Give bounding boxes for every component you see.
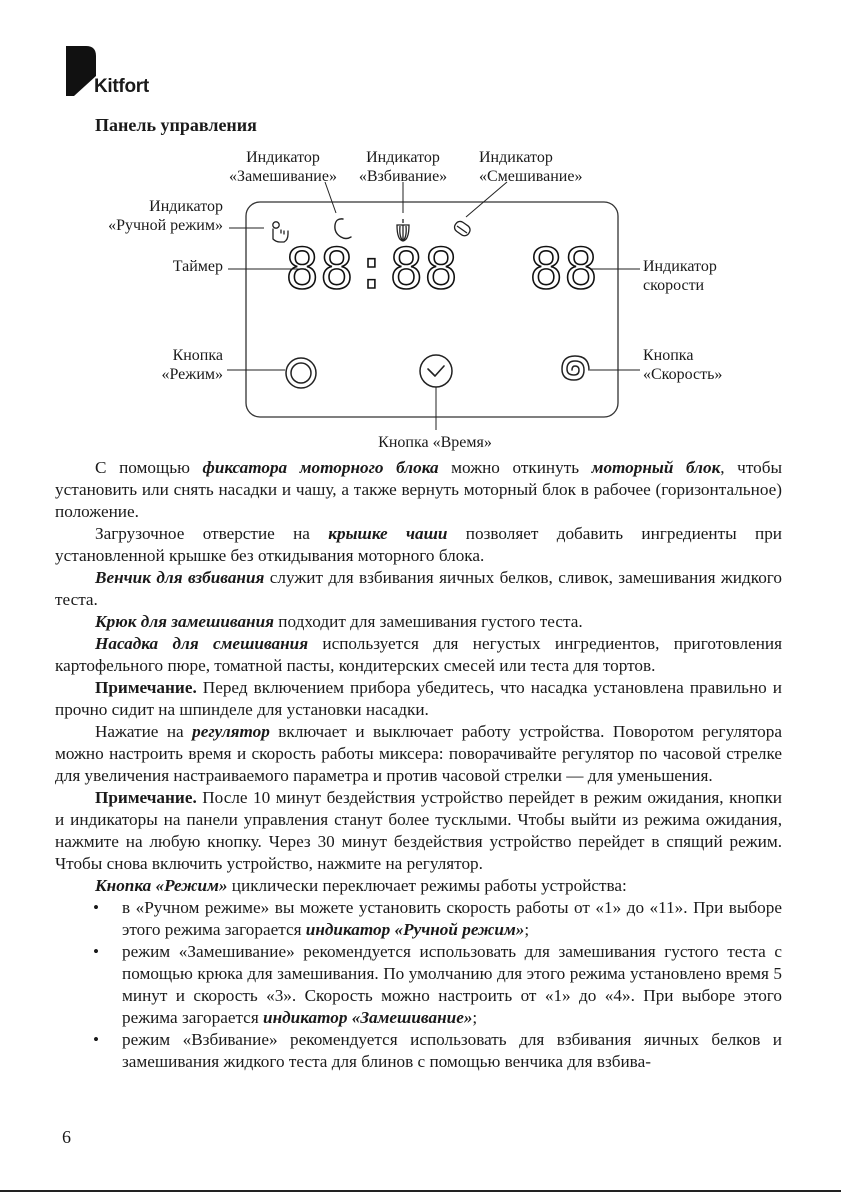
paragraph-hook: Крюк для замешивания подходит для замешивания густого теста. (95, 612, 583, 631)
list-item: • режим «Взбивание» рекомендуется использовать для взбивания яичных белков и замешивания жидкого теста для блинов с помощью венчика для взбива- (55, 1029, 782, 1073)
paragraph-note-standby: Примечание. После 10 минут бездействия устройство перейдет в режим ожидания, кнопки и индикаторы на панели управления станут более тусклыми. Чтобы выйти из режима ожидания, нажмите на любую кнопку. Через 30 минут бездействия устройство перейдет в спящий режим. Чтобы снова включить устройство, нажмите на регулятор. (55, 788, 782, 873)
paragraph-whisk: Венчик для взбивания служит для взбивания яичных белков, сливок, замешивания жидкого теста. (55, 568, 783, 609)
list-item: • режим «Замешивание» рекомендуется использовать для замешивания густого теста с помощью крюка для замешивания. По умолчанию для этого режима установлено время 5 минут и скорость «3». Скорость можно настроить от «1» до «4». При выборе этого режима загорается индикатор «Замешивание»; (55, 941, 782, 1029)
time-button[interactable] (420, 355, 452, 387)
blender-paddle-icon (453, 219, 472, 237)
control-panel-drawing (0, 145, 841, 455)
paragraph-regulator: Нажатие на регулятор включает и выключает работу устройства. Поворотом регулятора можно настроить время и скорость работы миксера: поворачивайте регулятор по часовой стрелке для увеличения настраиваемого параметра и против часовой стрелки — для уменьшения. (55, 722, 783, 785)
label-time-button: Кнопка «Время» (378, 434, 492, 451)
mode-list (55, 897, 782, 1073)
page-number: 6 (62, 1127, 71, 1147)
label-manual-indicator: Индикатор «Ручной режим» (108, 198, 223, 234)
paragraph-note-attachment: Примечание. Перед включением прибора убедитесь, что насадка установлена правильно и прочно сидит на шпинделе для установки насадки. (55, 678, 782, 719)
label-timer: Таймер (172, 258, 223, 275)
paragraph-mode-button: Кнопка «Режим» циклически переключает режимы работы устройства: (95, 876, 627, 895)
label-speed-button: Кнопка «Скорость» (643, 347, 723, 383)
leader-blending (466, 182, 507, 217)
control-panel-diagram (0, 145, 841, 455)
label-kneading-indicator: Индикатор «Замешивание» (229, 149, 337, 185)
panel-outline (246, 202, 618, 417)
paragraph-mixing-attachment: Насадка для смешивания используется для негустых ингредиентов, приготовления картофельного пюре, томатной пасты, кондитерских смесей или теста для тортов. (55, 634, 782, 675)
label-whipping-indicator: Индикатор «Взбивание» (358, 149, 448, 185)
paragraph-lid-opening: Загрузочное отверстие на крышке чаши позволяет добавить ингредиенты при установленной крышке без откидывания моторного блока. (55, 524, 782, 565)
logo-text: Kitfort (94, 76, 149, 97)
label-mode-button: Кнопка «Режим» (161, 347, 223, 383)
bottom-rule (0, 1190, 841, 1192)
kitfort-logo (66, 46, 176, 102)
speed-display: 88 (529, 237, 599, 302)
speed-button[interactable] (562, 356, 589, 380)
mode-button[interactable] (286, 358, 316, 388)
kitfort-logo-mark (66, 46, 96, 96)
kneading-hook-icon (335, 219, 351, 239)
paragraph-motor-lock: С помощью фиксатора моторного блока можно откинуть моторный блок, чтобы установить или снять насадки и чашу, а также вернуть моторный блок в рабочее (горизонтальное) положение. (55, 458, 782, 521)
timer-display: 88:88 (285, 237, 459, 302)
leader-kneading (325, 182, 336, 213)
label-blending-indicator: Индикатор «Смешивание» (479, 149, 583, 185)
section-title: Панель управления (95, 115, 257, 135)
manual-text (55, 457, 782, 1073)
label-speed-indicator: Индикатор скорости (643, 258, 717, 294)
list-item: • в «Ручном режиме» вы можете установить скорость работы от «1» до «11». При выборе этого режима загорается индикатор «Ручной режим»; (55, 897, 782, 941)
